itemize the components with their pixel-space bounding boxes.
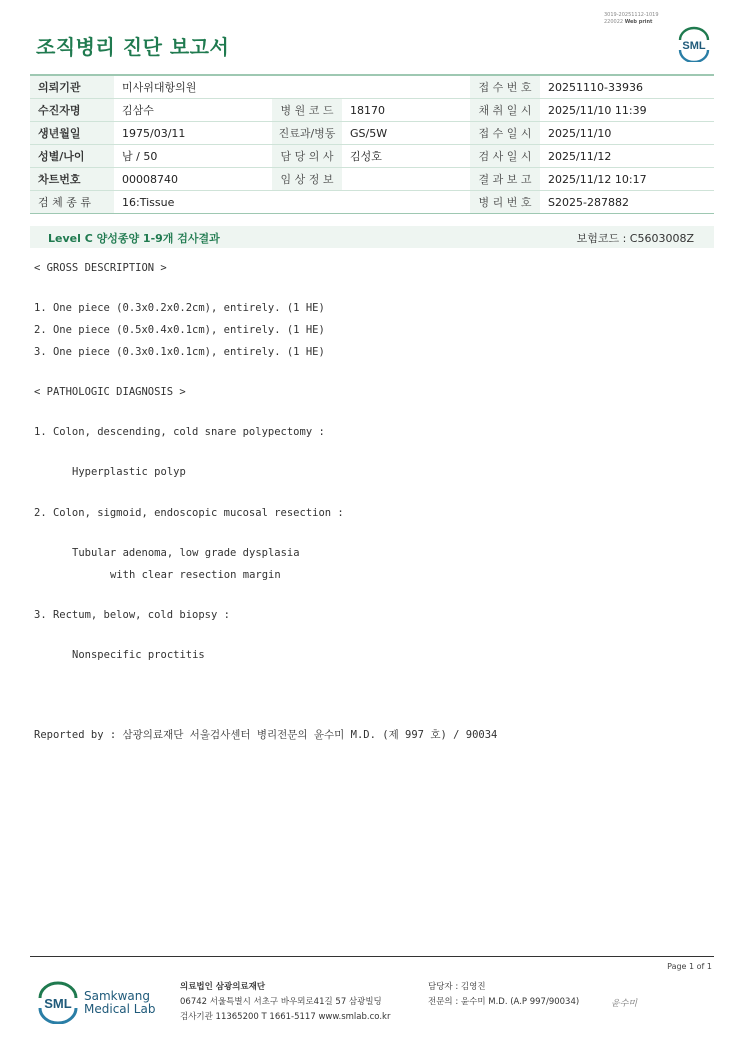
value-empty <box>342 191 470 214</box>
lab-name-line-2: Medical Lab <box>84 1002 156 1016</box>
diagnosis-result: Tubular adenoma, low grade dysplasia <box>72 547 300 559</box>
value-empty <box>342 75 470 99</box>
info-row <box>30 99 714 122</box>
gross-header: < GROSS DESCRIPTION > <box>34 262 167 274</box>
footer-divider <box>30 956 714 957</box>
label-report-date: 결 과 보 고 <box>470 168 540 191</box>
doc-id-line-1: 3019-20251112-1019 <box>604 12 659 18</box>
info-row <box>30 75 714 99</box>
lab-name-line-1: Samkwang <box>84 989 150 1003</box>
reported-by: Reported by : 삼광의료재단 서울검사센터 병리전문의 윤수미 M.D. (제 997 호) / 90034 <box>34 729 498 741</box>
value-specimen-type: 16:Tissue <box>114 191 272 214</box>
staff-info <box>428 980 579 1010</box>
svg-text:SML: SML <box>682 40 706 52</box>
diagnosis-site: 1. Colon, descending, cold snare polypectomy : <box>34 426 325 438</box>
lab-info <box>180 980 390 1025</box>
staff-in-charge: 담당자 : 김영진 <box>428 982 486 992</box>
diagnosis-site: 2. Colon, sigmoid, endoscopic mucosal resection : <box>34 507 344 519</box>
value-clinical-info <box>342 168 470 191</box>
insurance-code: 보험코드 : C5603008Z <box>576 232 694 245</box>
test-band <box>30 226 714 248</box>
label-chart-number: 차트번호 <box>30 168 114 191</box>
label-department: 진료과/병동 <box>272 122 342 145</box>
gross-item: 3. One piece (0.3x0.1x0.1cm), entirely. (1 HE) <box>34 346 325 358</box>
document-id <box>604 12 659 26</box>
page-title: 조직병리 진단 보고서 <box>36 35 230 59</box>
value-collection-date: 2025/11/10 11:39 <box>540 99 714 122</box>
label-clinical-info: 임 상 정 보 <box>272 168 342 191</box>
label-accession-number: 접 수 번 호 <box>470 75 540 99</box>
label-empty <box>272 75 342 99</box>
value-chart-number: 00008740 <box>114 168 272 191</box>
web-print-tag: Web print <box>624 19 653 25</box>
value-requesting-clinic: 미사위대항의원 <box>114 75 272 99</box>
label-patient-name: 수진자명 <box>30 99 114 122</box>
value-physician: 김성호 <box>342 145 470 168</box>
test-name: Level C 양성종양 1-9개 검사결과 <box>48 232 220 245</box>
org-name: 의료법인 삼광의료재단 <box>180 982 266 992</box>
doc-id-line-2: 220022 <box>604 19 624 25</box>
label-hospital-code: 병 원 코 드 <box>272 99 342 122</box>
value-accession-number: 20251110-33936 <box>540 75 714 99</box>
diagnosis-result: Hyperplastic polyp <box>72 466 186 478</box>
value-test-date: 2025/11/12 <box>540 145 714 168</box>
label-specimen-type: 검 체 종 류 <box>30 191 114 214</box>
info-row <box>30 191 714 214</box>
lab-address: 06742 서울특별시 서초구 바우뫼로41길 57 삼광빌딩 <box>180 997 382 1007</box>
value-department: GS/5W <box>342 122 470 145</box>
info-row <box>30 122 714 145</box>
diagnosis-site: 3. Rectum, below, cold biopsy : <box>34 609 230 621</box>
value-received-date: 2025/11/10 <box>540 122 714 145</box>
label-test-date: 검 사 일 시 <box>470 145 540 168</box>
value-sex-age: 남 / 50 <box>114 145 272 168</box>
diagnosis-result: Nonspecific proctitis <box>72 649 205 661</box>
lab-contact: 검사기관 11365200 T 1661-5117 www.smlab.co.kr <box>180 1012 391 1022</box>
label-empty <box>272 191 342 214</box>
diagnosis-header: < PATHOLOGIC DIAGNOSIS > <box>34 386 186 398</box>
label-physician: 담 당 의 사 <box>272 145 342 168</box>
value-pathology-number: S2025-287882 <box>540 191 714 214</box>
sml-logo-icon <box>675 26 713 62</box>
page-number: Page 1 of 1 <box>667 962 712 971</box>
patient-info-table <box>30 74 714 214</box>
info-row <box>30 168 714 191</box>
value-hospital-code: 18170 <box>342 99 470 122</box>
pathologist: 전문의 : 윤수미 M.D. (A.P 997/90034) <box>428 997 580 1007</box>
label-sex-age: 성별/나이 <box>30 145 114 168</box>
svg-text:SML: SML <box>44 996 72 1011</box>
gross-item: 1. One piece (0.3x0.2x0.2cm), entirely. (1 HE) <box>34 302 325 314</box>
signature: 윤수미 <box>611 999 638 1009</box>
samkwang-logo-icon <box>36 980 80 1024</box>
value-birth-date: 1975/03/11 <box>114 122 272 145</box>
label-birth-date: 생년월일 <box>30 122 114 145</box>
info-row <box>30 145 714 168</box>
label-received-date: 접 수 일 시 <box>470 122 540 145</box>
label-collection-date: 채 취 일 시 <box>470 99 540 122</box>
value-report-date: 2025/11/12 10:17 <box>540 168 714 191</box>
gross-item: 2. One piece (0.5x0.4x0.1cm), entirely. (1 HE) <box>34 324 325 336</box>
diagnosis-result-note: with clear resection margin <box>110 569 281 581</box>
value-patient-name: 김삼수 <box>114 99 272 122</box>
label-requesting-clinic: 의뢰기관 <box>30 75 114 99</box>
label-pathology-number: 병 리 번 호 <box>470 191 540 214</box>
lab-name <box>84 990 155 1016</box>
